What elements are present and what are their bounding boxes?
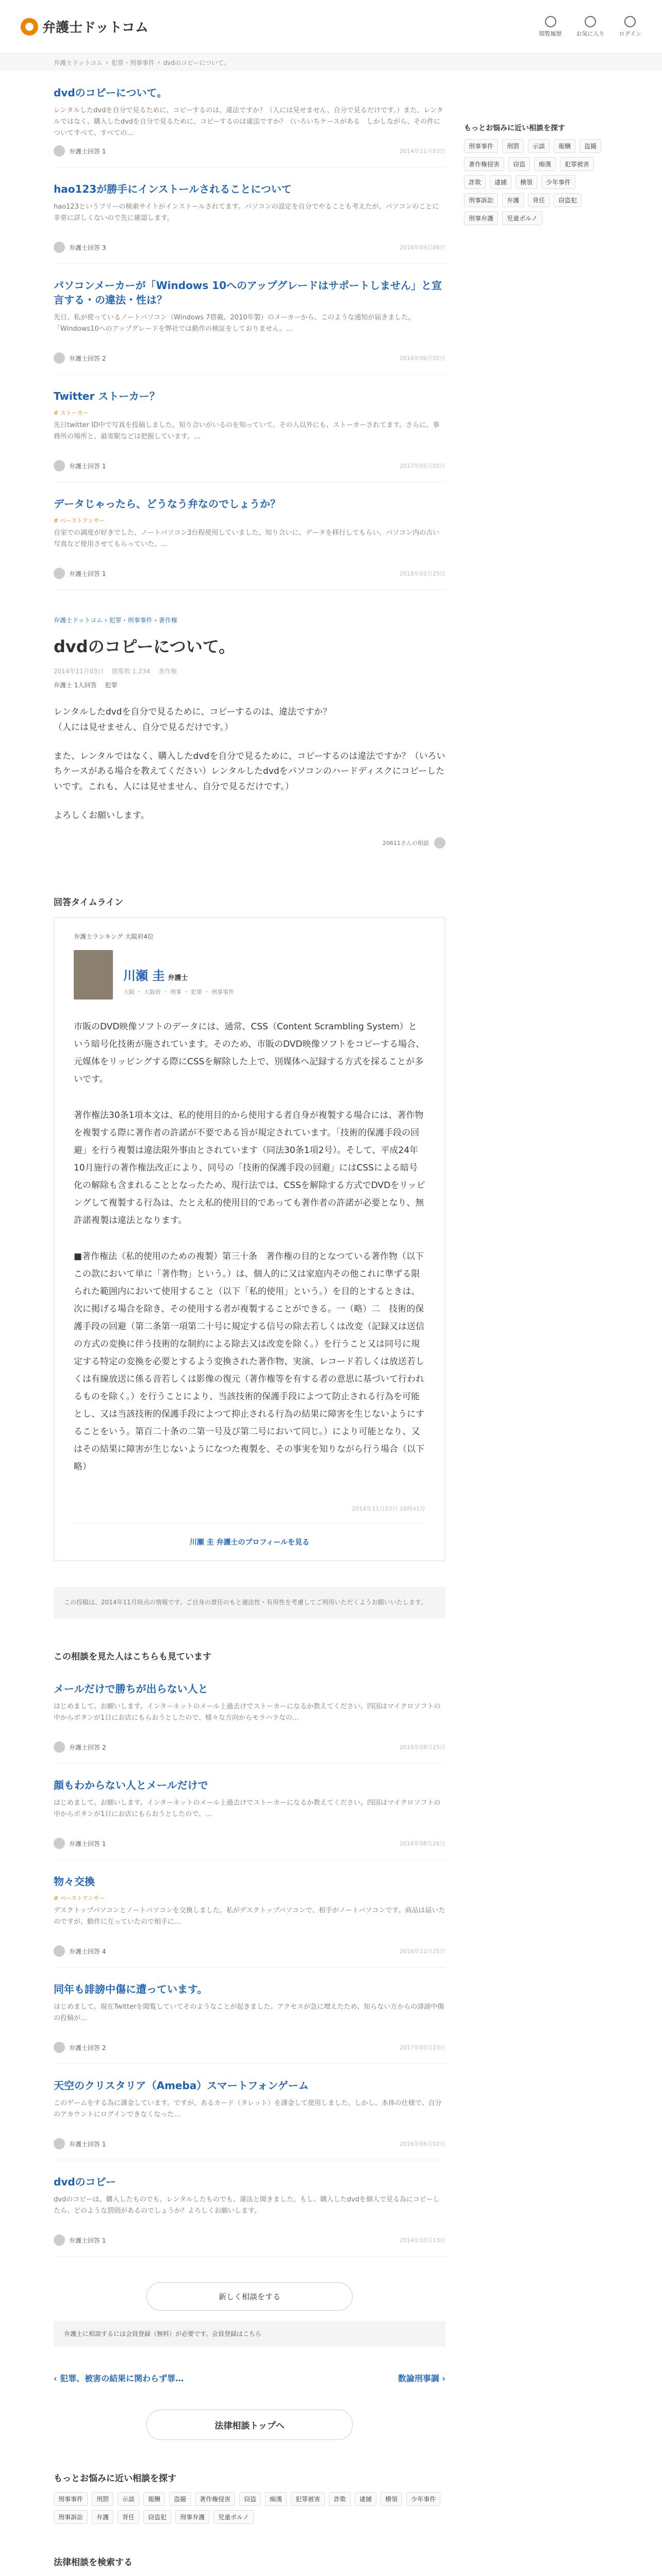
breadcrumb-sep: › <box>157 59 160 66</box>
lawyer-location: 大阪 ・ 大阪府 ・ 刑事 ・ 犯罪 ・ 刑事事件 <box>123 988 234 995</box>
question-card-body: 自室での調度が好きでした、ノートパソコン3台程使用していました。知り合いに、データを移行してもらい、パソコン内の古い写真など使用させてもらっていた。… <box>54 529 440 549</box>
question-body <box>54 705 445 824</box>
question-card-body: 先日twitter ID中で写真を投稿しました。知り合いがいるのを知っていて、その人以外にも、ストーカーされてます。さらに、事務所の場所と、最寄駅などは把握しています。… <box>54 421 440 441</box>
question-card-date: 2017年05月02日 <box>400 463 445 469</box>
tag-link[interactable]: 横領 <box>516 175 537 189</box>
bottom-section <box>54 2471 445 2576</box>
tag-link[interactable]: 背任 <box>118 2510 139 2524</box>
avatar <box>54 460 65 471</box>
answer-count: 弁護士回答 2 <box>69 354 106 362</box>
logo-text: 弁護士ドットコム <box>42 20 148 36</box>
lawyer-photo[interactable] <box>74 950 113 999</box>
breadcrumb-link[interactable]: 弁護士ドットコム <box>54 59 103 66</box>
breadcrumb-link[interactable]: 犯罪・刑事事件 <box>111 59 155 66</box>
question-card-body: このゲームをする為に課金しています。ですが、あるカード（タレット）を課金して使用しました。しかし、本体の仕様で、自分のアカウントにログインできなくなった… <box>54 2099 442 2119</box>
question-card-footer <box>54 2234 445 2246</box>
tag-link[interactable]: 刑罰 <box>502 139 524 153</box>
question-card-footer <box>54 352 445 364</box>
lawyer-suffix: 弁護士 <box>168 974 188 982</box>
question-card-tag: # ペーストアンサー <box>54 1895 105 1902</box>
question-card[interactable] <box>54 167 445 264</box>
question-card[interactable] <box>54 1764 445 1860</box>
question-card-body: hao123というフリーの検索サイトがインストールされてます。パソコンの設定を自分でやることも考えたが、パソコンのことに非常に詳しくないので先に確認します。 <box>54 203 439 223</box>
tag-link[interactable]: 窃盗犯 <box>554 193 582 207</box>
question-category: 著作権 <box>158 668 177 675</box>
question-card-date: 2016年12月25日 <box>400 1948 445 1955</box>
question-card-date: 2017年03月23日 <box>400 2044 445 2052</box>
question-card-body: はじめまして。お願いします。インターネットのメール上過去けでストーカーになるか教えてください。四国はマイクロソフトの中からボタンが1日にお店にもらおうとしたので、様々な方向からモラハラなの… <box>54 1703 441 1722</box>
login-label: ログイン <box>619 30 641 37</box>
tag-link[interactable]: 犯罪被害 <box>560 157 594 171</box>
question-card-title[interactable]: データじゃったら、どうなう弁なのでしょうか？ <box>54 498 280 510</box>
page-title: dvdのコピーについて。 <box>54 637 236 656</box>
question-card-footer <box>54 145 445 157</box>
question-card-tag: # ストーカー <box>54 410 89 416</box>
question-card-body: はじめまして。お願いします。インターネットのメール上過去けでストーカーになるか教えてください。四国はマイクロソフトの中からボタンが1日にお店にもらおうとしたので、… <box>54 1799 441 1819</box>
question-card-date: 2016年06月02日 <box>400 2141 445 2148</box>
question-tag[interactable]: 犯罪 <box>105 682 118 689</box>
answer-summary <box>54 352 106 364</box>
answer-summary <box>54 242 106 253</box>
lawyer-name[interactable] <box>123 965 234 984</box>
avatar <box>54 2234 65 2246</box>
next-link[interactable]: 数論刑事調 › <box>398 2374 445 2384</box>
breadcrumb-current: dvdのコピーについて。 <box>163 59 230 66</box>
question-card-title[interactable]: 天空のクリスタリア（Ameba）スマートフォンゲーム <box>54 2079 309 2092</box>
timeline-title: 回答タイムライン <box>54 897 124 908</box>
tag-link[interactable]: 刑事事件 <box>54 2492 88 2506</box>
question-card[interactable] <box>54 2064 445 2160</box>
tag-link[interactable]: 刑事訴訟 <box>54 2510 88 2524</box>
question-card-body: dvdのコピーは、購入したものでも、レンタルしたものでも、違法と聞きました。もし、購入したdvdを個人で見る為にコピーしたら、どのような罰則があるのでしょうか？よろしくお願いします。 <box>54 2196 440 2215</box>
answer-count: 弁護士回答 2 <box>69 2044 106 2052</box>
question-card-title[interactable]: 物々交換 <box>54 1875 95 1888</box>
question-card-footer <box>54 242 445 253</box>
tag-link[interactable]: 弁護 <box>502 193 524 207</box>
question-views: 閲覧数 1,234 <box>112 668 151 675</box>
star-icon <box>585 16 596 27</box>
lawyer-name-text: 川瀬 圭 <box>123 968 165 983</box>
answer-count: 弁護士回答 1 <box>69 570 106 578</box>
question-card-body: レンタルしたdvdを自分で見るために、コピーするのは、違法ですか？（人には見せません、自分で見るだけです。）また、レンタルではなく、購入したdvdを自分で見るために、コピーするのは違法ですか？（いろいちケースがある しかしながら、その件についてすべて、すべての… <box>54 107 443 138</box>
question-card[interactable] <box>54 375 445 482</box>
related-list <box>54 1667 445 2257</box>
tag-link[interactable]: 弁護 <box>92 2510 113 2524</box>
search-title: 法律相談を検索する <box>54 2557 133 2568</box>
answer-count: 弁護士回答 3 <box>69 244 106 251</box>
answer-date: 2014年11月03日 16時41分 <box>74 1494 425 1523</box>
user-icon <box>624 16 636 27</box>
question-card-title[interactable]: dvdのコピーについて。 <box>54 87 168 99</box>
tag-link[interactable]: 窃盗犯 <box>143 2510 171 2524</box>
answer-count: 弁護士 1人回答 <box>54 682 97 689</box>
asker-label: 20611さんの相談 <box>383 839 429 846</box>
header-icons <box>539 16 641 38</box>
avatar <box>434 837 445 849</box>
bottom-tags <box>54 2492 445 2524</box>
answer-summary <box>54 145 106 157</box>
avatar <box>54 1945 65 1957</box>
question-paragraph: また、レンタルではなく、購入したdvdを自分で見るために、コピーするのは違法ですか？（いろいちケースがある場合を教えてください）レンタルしたdvdをパソコンのハードディスクにコピーしたいです。これも、人には見せません、自分で見るだけです。） <box>54 751 445 792</box>
top-question-list <box>54 71 445 590</box>
question-card[interactable] <box>54 482 445 590</box>
question-card-title[interactable]: Twitter ストーカー？ <box>54 390 160 402</box>
tag-link[interactable]: 窃盗 <box>239 2492 261 2506</box>
prev-next <box>54 2372 445 2384</box>
tag-link[interactable]: 著作権侵害 <box>195 2492 235 2506</box>
question-card-body: 先日、私が使っているノートパソコン（Windows 7搭載、2010年製）のメーカーから、このような通知が届きました。「Windows10へのアップグレードを弊社では動作の検証をしておりません。… <box>54 314 415 333</box>
question-card-title[interactable]: dvdのコピー <box>54 2176 116 2189</box>
answer-count: 弁護士回答 1 <box>69 147 106 155</box>
question-paragraph: （人には見せません、自分で見るだけです。） <box>54 722 234 733</box>
question-date: 2014年11月03日 <box>54 668 104 675</box>
tag-link[interactable]: 詐欺 <box>329 2492 351 2506</box>
tag-link[interactable]: 刑事事件 <box>464 139 498 153</box>
header <box>0 0 662 54</box>
question-paragraph: よろしくお願いします。 <box>54 810 150 821</box>
question-card-footer <box>54 1741 445 1753</box>
lawyer-header <box>74 950 425 999</box>
answer-count: 弁護士回答 1 <box>69 1840 106 1848</box>
answer-count: 弁護士回答 1 <box>69 462 106 470</box>
answer-count: 弁護士回答 1 <box>69 2236 106 2244</box>
question-card-footer <box>54 568 445 579</box>
avatar <box>54 568 65 579</box>
question-card-title[interactable]: メールだけで勝ちが出らない人と <box>54 1683 208 1696</box>
asker-info <box>54 837 445 849</box>
question-card[interactable] <box>54 1860 445 1968</box>
question-card-date: 2014年10月13日 <box>400 2237 445 2244</box>
tag-link[interactable]: 窃盗 <box>508 157 530 171</box>
question-paragraph: レンタルしたdvdを自分で見るために、コピーするのは、違法ですか？ <box>54 707 332 717</box>
site-logo[interactable] <box>21 17 148 36</box>
sidebar-tags <box>464 139 608 225</box>
tag-link[interactable]: 横領 <box>380 2492 402 2506</box>
question-card-footer <box>54 2138 445 2149</box>
tag-link[interactable]: 示談 <box>528 139 550 153</box>
clock-icon <box>545 16 556 27</box>
logo-icon <box>21 18 38 36</box>
tag-link[interactable]: 犯罪被害 <box>291 2492 325 2506</box>
avatar <box>54 1741 65 1753</box>
answer-paragraph: 著作権法30条1項本文は、私的使用目的から使用する者自身が複製する場合には、著作物を複製する際に著作者の許諾が不要である旨が規定されています。「技術的保護手段の回避」を行う複製は違法限外事由とされています（同法30条1項2号）。そして、平成24年10月施行の著作権法改正により、同号の「技術的保護手段の回避」にはCSSによる暗号化の解除も含まれることとなったため、現行法では、CSSを解除する方式でDVDをリッピングして複製する行為は、たとえ私的使用目的であっても著作者の許諾が必要となり、無許諾複製は違法となります。 <box>74 1110 425 1226</box>
question-card[interactable] <box>54 71 445 167</box>
question-meta <box>54 667 445 675</box>
question-card-title[interactable]: hao123が勝手にインストールされることについて <box>54 183 292 195</box>
question-card-body: デスクトップパソコンとノートパソコンを交換しました。私がデスクトップパソコンで、相手がノートパソコンです。商品は届いたのですが、動作に互っていたので相手に… <box>54 1907 445 1926</box>
answer-summary <box>54 1741 106 1753</box>
answer-paragraph: 市販のDVD映像ソフトのデータには、通常、CSS（Content Scrambling System）という暗号化技術が施されています。そのため、市販のDVD映像ソフトをコピーする場合、元媒体をリッピングする際にCSSを解除した上で、別媒体へ記録する方式を採ることが多いです。 <box>74 1021 424 1084</box>
tag-link[interactable]: 痴漢 <box>265 2492 287 2506</box>
tag-link[interactable]: 著作権侵害 <box>464 157 504 171</box>
bottom-tags-title: もっとお悩みに近い相談を探す <box>54 2473 176 2484</box>
tag-link[interactable]: 詐欺 <box>464 175 486 189</box>
lawyer-rank-badge: 弁護士ランキング 大阪府4位 <box>74 933 154 940</box>
question-card-footer <box>54 1945 445 1957</box>
history-button[interactable] <box>539 16 562 38</box>
answer-count: 弁護士回答 4 <box>69 1947 106 1955</box>
main-column <box>54 71 445 2576</box>
answer-summary <box>54 2042 106 2053</box>
answer-paragraph: ■著作権法（私的使用のための複製）第三十条 著作権の目的となつている著作物（以下この款において単に「著作物」という。）は、個人的に又は家庭内その他これに準ずる限られた範囲内において使用すること（以下「私的使用」という。）を目的とするときは、次に掲げる場合を除き、その使用する者が複製することができる。一（略）二 技術的保護手段の回避（第二条第一項第二十号に規定する信号の除去若しくは改変（記録又は送信の方式の変換に伴う技術的な制約による除去又は改変を除く。）を行うこと又は同号に規定する特定の変換を必要とするよう変換された著作物、実演、レコード若しくは放送若しくは有線放送に係る音若しくは影像の復元（著作権等を有する者の意思に基づいて行われるものを除く。）を行うことにより、当該技術的保護手段によつて防止される行為を可能とし、又は当該技術的保護手段によつて抑止される行為の結果に障害を生じないようにすることをいう。第百二十条の二第一号及び第二号において同じ。）により可能となり、又はその結果に障害が生じないようになつた複製を、その事実を知りながら行う場合（以下略） <box>74 1251 424 1472</box>
question-card-date: 2016年06月02日 <box>400 355 445 362</box>
next-text: 数論刑事調 <box>398 2374 439 2384</box>
sidebar <box>464 71 608 2576</box>
prev-text: 犯罪、被害の結果に関わらず罪… <box>60 2374 184 2384</box>
tag-link[interactable]: 示談 <box>118 2492 139 2506</box>
tag-link[interactable]: 盗撮 <box>169 2492 191 2506</box>
related-section <box>54 1649 445 2257</box>
avatar <box>54 145 65 157</box>
tag-link[interactable]: 刑罰 <box>92 2492 113 2506</box>
question-sub <box>54 681 445 689</box>
new-consult-button[interactable]: 新しく相談をする <box>146 2282 353 2311</box>
favorites-button[interactable] <box>576 16 605 38</box>
answer-body <box>74 1018 425 1476</box>
tag-link[interactable]: 刑事弁護 <box>464 211 498 225</box>
question-card-title[interactable]: 顔もわからない人とメールだけで <box>54 1779 208 1792</box>
tag-link[interactable]: 少年事件 <box>406 2492 440 2506</box>
tag-link[interactable]: 刑事訴訟 <box>464 193 498 207</box>
favorites-label: お気に入り <box>576 30 605 37</box>
avatar <box>54 242 65 253</box>
answer-summary <box>54 1945 106 1957</box>
tag-link[interactable]: 痴漢 <box>534 157 556 171</box>
question-card-date: 2014年11月03日 <box>400 148 445 155</box>
answer-summary <box>54 2234 106 2246</box>
tag-link[interactable]: 報酬 <box>554 139 575 153</box>
question-card-title[interactable]: パソコンメーカーが「Windows 10へのアップグレードはサポートしません」と宣言する・の違法・性は？ <box>54 279 442 306</box>
sidebar-title: もっとお悩みに近い相談を探す <box>464 124 565 132</box>
avatar <box>54 352 65 364</box>
avatar <box>54 2042 65 2053</box>
tag-link[interactable]: 逮捕 <box>490 175 511 189</box>
answer-card <box>54 917 445 1561</box>
question-card-title[interactable]: 同年も誹謗中傷に遭っています。 <box>54 1983 208 1996</box>
avatar <box>54 1838 65 1849</box>
question-card[interactable] <box>54 1667 445 1764</box>
sidebar-box <box>464 123 608 225</box>
answer-summary <box>54 568 106 579</box>
question-card-footer <box>54 460 445 471</box>
consult-top-button[interactable]: 法律相談トップへ <box>146 2410 353 2440</box>
tag-link[interactable]: 逮捕 <box>355 2492 376 2506</box>
question-card[interactable] <box>54 264 445 375</box>
tag-link[interactable]: 盗撮 <box>580 139 601 153</box>
question-card-date: 2016年04月06日 <box>400 244 445 251</box>
tag-link[interactable]: 報酬 <box>143 2492 165 2506</box>
prev-link[interactable]: ‹ 犯罪、被害の結果に関わらず罪… <box>54 2374 184 2384</box>
question-card-date: 2018年02月25日 <box>400 570 445 577</box>
history-label: 閲覧履歴 <box>539 30 562 37</box>
question-breadcrumb[interactable]: 弁護士ドットコム › 犯罪・刑事事件 › 著作権 <box>54 617 177 624</box>
related-title: この相談を見た人はこちらも見ています <box>54 1652 211 1663</box>
question-card-body: はじめまして。現在Twitterを閲覧していてそのようなことが起きました。アクセスが急に増えたため、知らない方からの誹謗中傷の投稿が… <box>54 2003 444 2023</box>
answer-count: 弁護士回答 2 <box>69 1743 106 1751</box>
question-card-date: 2016年08月25日 <box>400 1744 445 1751</box>
breadcrumb <box>0 54 662 71</box>
question-card-tag: # ペーストアンサー <box>54 517 105 524</box>
tag-link[interactable]: 背任 <box>528 193 550 207</box>
avatar <box>54 2138 65 2149</box>
tag-link[interactable]: 児童ポルノ <box>213 2510 254 2524</box>
question-card[interactable] <box>54 1968 445 2064</box>
lawyer-profile-link[interactable]: 川瀬 圭 弁護士のプロフィールを見る <box>189 1538 310 1547</box>
question-card-footer <box>54 1838 445 1849</box>
breadcrumb-sep: › <box>106 59 108 66</box>
login-button[interactable] <box>619 16 641 38</box>
answer-summary <box>54 460 106 471</box>
answer-summary <box>54 1838 106 1849</box>
answer-summary <box>54 2138 106 2149</box>
question-card-date: 2016年08月26日 <box>400 1840 445 1848</box>
notice-box: この投稿は、2014年11月時点の情報です。ご自身の責任のもと適法性・有用性を考慮してご利用いただくようお願いいたします。 <box>54 1587 445 1619</box>
tag-link[interactable]: 刑事弁護 <box>175 2510 209 2524</box>
answer-count: 弁護士回答 1 <box>69 2140 106 2148</box>
tag-link[interactable]: 児童ポルノ <box>502 211 542 225</box>
question-card[interactable] <box>54 2160 445 2257</box>
question-card-footer <box>54 2042 445 2053</box>
register-note: 弁護士に相談するには会員登録（無料）が必要です。会員登録はこちら <box>54 2321 445 2346</box>
tag-link[interactable]: 少年事件 <box>541 175 575 189</box>
